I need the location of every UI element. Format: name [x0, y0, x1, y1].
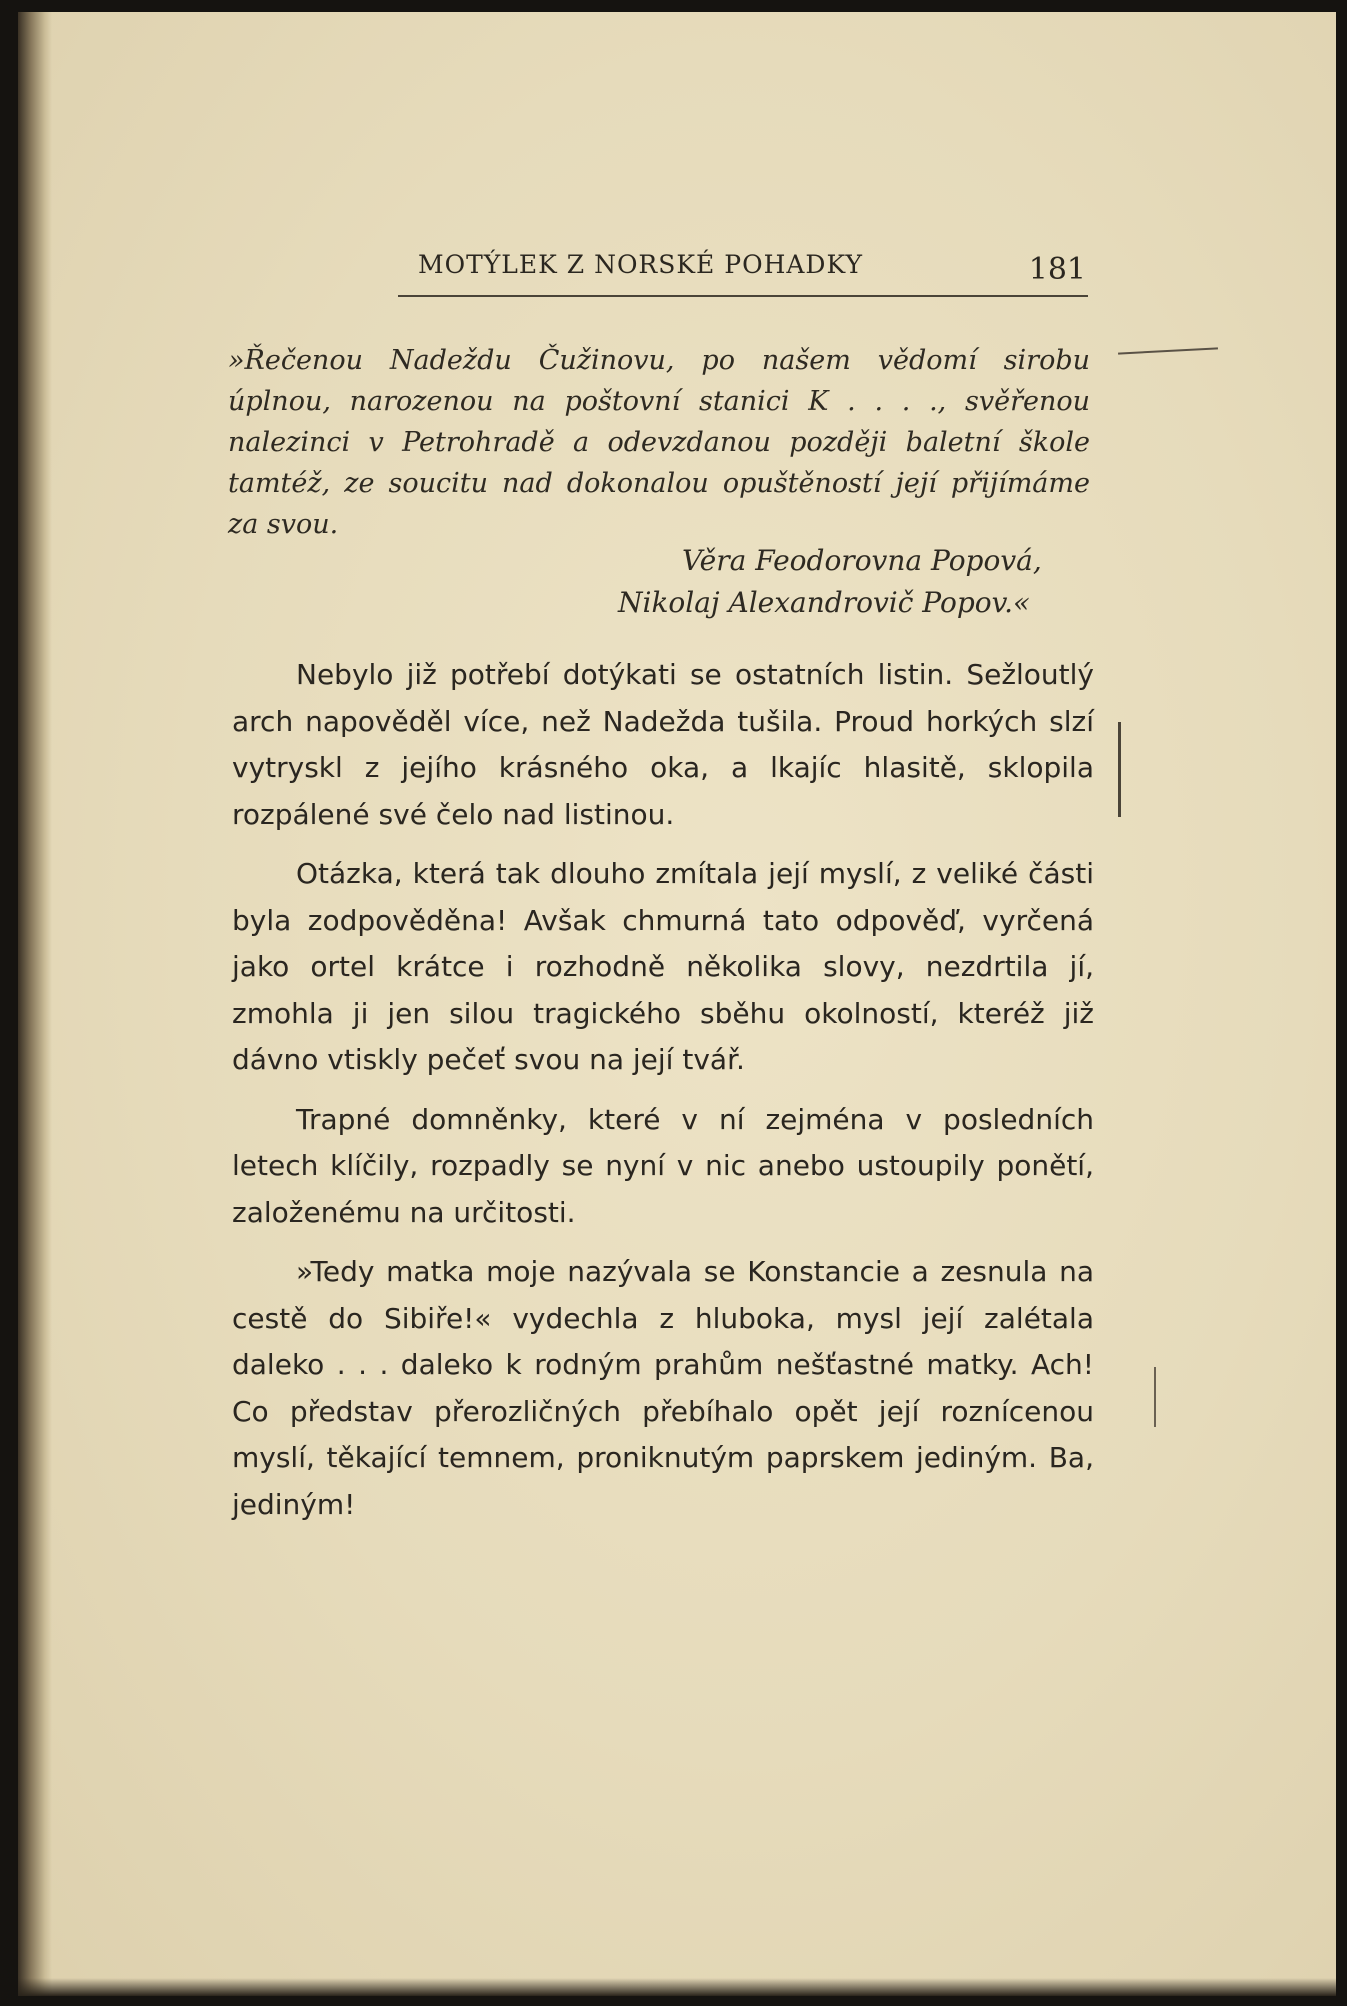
running-header [418, 248, 1086, 294]
paragraph: Trapné domněnky, které v ní zejména v posledních letech klíčily, rozpadly se nyní v nic anebo ustoupily ponětí, založenému na určitosti. [232, 1102, 1094, 1229]
letter-signature-2: Nikolaj Alexandrovič Popov.« [618, 586, 1031, 619]
margin-pencil-mark [1118, 347, 1218, 354]
paragraph: Nebylo již potřebí dotýkati se ostatních listin. Sežloutlý arch napověděl více, než Nadežda tušila. Proud horkých slzí vytryskl z jejího krásného oka, a lkajíc hlasitě, sklopila rozpálené své čelo nad listinou. [232, 658, 1094, 831]
page-gutter-shadow [18, 12, 52, 1996]
paragraph: Otázka, která tak dlouho zmítala její myslí, z veliké části byla zodpověděna! Avšak chmurná tato odpověď, vyrčená jako ortel krátce i rozhodně několika slovy, nezdrtila jí, zmohla ji jen silou tragického sběhu okolností, kteréž již dávno vtiskly pečeť svou na její tvář. [232, 857, 1094, 1076]
paragraph: »Tedy matka moje nazývala se Konstancie a zesnula na cestě do Sibiře!« vydechla z hluboka, mysl její zalétala daleko . . . daleko k rodným prahům nešťastné matky. Ach! Co představ přerozličných přebíhalo opět její roznícenou myslí, těkající temnem, proniknutým paprskem jediným. Ba, jediným! [232, 1255, 1094, 1521]
body-text [232, 652, 1094, 1541]
page-bottom-shadow [18, 1978, 1336, 1996]
running-title: MOTÝLEK Z NORSKÉ POHADKY [418, 250, 863, 279]
quoted-letter: »Řečenou Nadeždu Čužinovu, po našem vědomí sirobu úplnou, narozenou na poštovní stanici K . . . ., svěřenou nalezinci v Petrohradě a odevzdanou později baletní škole tamtéž, ze soucitu nad dokonalou opuštěností její přijímáme za svou. [228, 345, 1090, 540]
letter-signature-1: Věra Feodorovna Popová, [682, 544, 1042, 577]
header-rule [398, 295, 1088, 297]
margin-pencil-bar [1154, 1367, 1156, 1427]
margin-pencil-bar [1118, 722, 1121, 817]
book-page [18, 12, 1336, 1996]
page-number: 181 [1028, 252, 1086, 287]
